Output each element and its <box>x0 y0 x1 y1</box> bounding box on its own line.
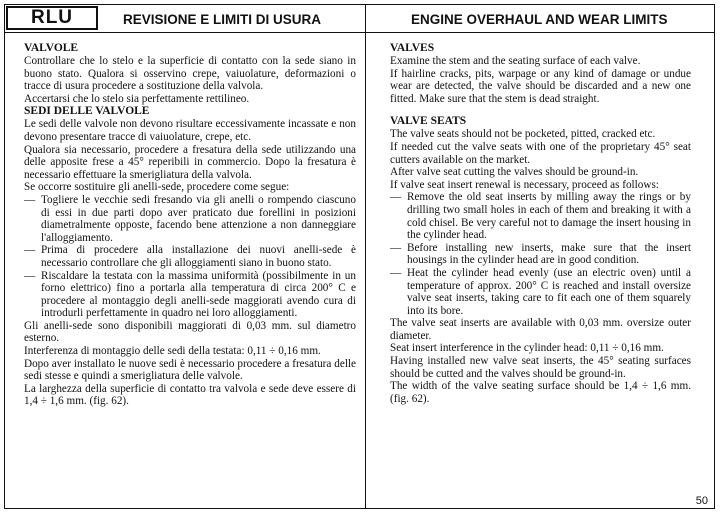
heading-valve-seats: VALVE SEATS <box>390 115 467 128</box>
list-item: — Before installing new inserts, make sure that the insert housings in the cylinder head are in good condition. <box>390 242 691 267</box>
paragraph: The valve seat inserts are available with 0,03 mm. oversize outer diameter. <box>390 317 691 342</box>
paragraph: Accertarsi che lo stelo sia perfettamente rettilineo. <box>24 92 250 105</box>
paragraph: Controllare che lo stelo e la superficie di contatto con la sede siano in buono stato. Qualora si osservino crepe, vaiuolature, deformazioni o tracce di usura procedere a sostituzione della valvola. <box>24 55 356 93</box>
header-title-english: ENGINE OVERHAUL AND WEAR LIMITS <box>411 11 668 27</box>
header-rule <box>4 32 715 33</box>
header-title-italian: REVISIONE E LIMITI DI USURA <box>123 11 322 27</box>
paragraph: If valve seat insert renewal is necessary, proceed as follows: <box>390 178 659 191</box>
list-item: — Prima di procedere alla installazione dei nuovi anelli-sede è necessario controllare che gli alloggiamenti siano in buono stato. <box>24 244 356 269</box>
paragraph: The valve seats should not be pocketed, pitted, cracked etc. <box>390 128 656 141</box>
paragraph: Qualora sia necessario, procedere a fresatura della sede utilizzando una delle apposite frese a 45° reperibili in commercio. Dopo la fresatura è necessario effettuare la smerigliatura della valvola. <box>24 143 356 181</box>
paragraph: If hairline cracks, pits, warpage or any kind of damage or undue wear are detected, the valve should be discarded and a new one fitted. Make sure that the stem is dead straight. <box>390 67 691 105</box>
paragraph: Interferenza di montaggio delle sedi della testata: 0,11 ÷ 0,16 mm. <box>24 345 321 358</box>
list-item: — Heat the cylinder head evenly (use an electric oven) until a temperature of approx. 200° C is reached and install oversize valve seat inserts, taking care to fit each one of them squarely into its bore. <box>390 267 691 317</box>
heading-sedi-delle-valvole: SEDI DELLE VALVOLE <box>24 105 150 118</box>
page-number: 50 <box>695 495 708 507</box>
paragraph: After valve seat cutting the valves should be ground-in. <box>390 166 639 179</box>
list-item: — Riscaldare la testata con la massima uniformità (possibilmente in un forno elettrico) fino a portarla alla temperatura di circa 200° C e procedere al montaggio degli anelli-sede maggiorati avendo cura di introdurli perfettamente in quadro nei loro alloggiamenti. <box>24 270 356 320</box>
paragraph: If needed cut the valve seats with one of the proprietary 45° seat cutters available on the market. <box>390 140 691 166</box>
paragraph: Seat insert interference in the cylinder head: 0,11 ÷ 0,16 mm. <box>390 342 664 355</box>
paragraph: Gli anelli-sede sono disponibili maggiorati di 0,03 mm. sul diametro esterno. <box>24 319 356 345</box>
heading-valvole: VALVOLE <box>24 42 79 54</box>
list-item: — Togliere le vecchie sedi fresando via gli anelli o rompendo ciascuno di essi in due parti dopo aver praticato due forellini in posizioni diametralmente opposte, facendo bene attenzione a non danneggiare l'alloggiamento. <box>24 194 356 244</box>
paragraph: Examine the stem and the seating surface of each valve. <box>390 55 641 67</box>
section-badge: RLU <box>6 6 98 30</box>
english-column <box>390 42 691 405</box>
italian-column <box>24 42 356 408</box>
paragraph: Having installed new valve seat inserts, the 45° seating surfaces should be cutted and the valves should be ground-in. <box>390 355 691 380</box>
paragraph: Dopo aver installato le nuove sedi è necessario procedere a fresatura delle sedi stesse e quindi a smerigliatura delle valvole. <box>24 357 356 383</box>
paragraph: Le sedi delle valvole non devono risultare eccessivamente incassate e non devono presentare tracce di vaiuolature, crepe, etc. <box>24 118 356 143</box>
paragraph: La larghezza della superficie di contatto tra valvola e sede deve essere di 1,4 ÷ 1,6 mm. (fig. 62). <box>24 382 356 408</box>
paragraph: Se occorre sostituire gli anelli-sede, procedere come segue: <box>24 181 290 194</box>
list-item: — Remove the old seat inserts by milling away the rings or by drilling two small holes in each of them and breaking it with a cold chisel. Be very careful not to damage the insert housing in the cylinder head. <box>390 191 691 241</box>
heading-valves: VALVES <box>390 42 435 54</box>
procedure-list <box>390 191 691 317</box>
paragraph: The width of the valve seating surface should be 1,4 ÷ 1,6 mm. (fig. 62). <box>390 380 691 405</box>
column-divider <box>365 4 366 509</box>
procedure-list <box>24 194 356 320</box>
